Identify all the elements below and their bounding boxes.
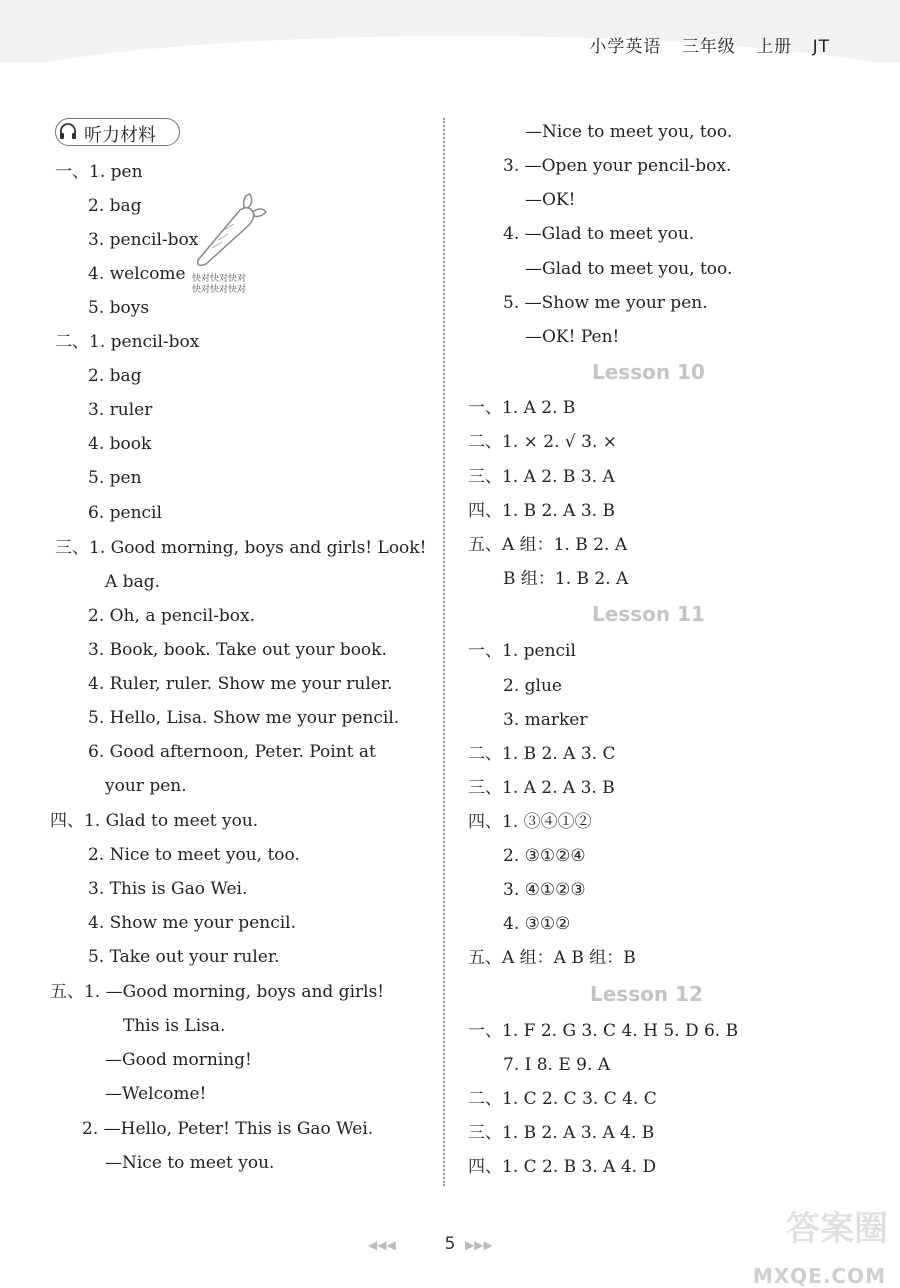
left-line: 5. Take out your ruler. (88, 947, 280, 967)
left-line: 五、1. —Good morning, boys and girls! (50, 982, 385, 1002)
right-line: 2. ③①②④ (503, 846, 586, 866)
left-line: 4. welcome (88, 264, 186, 284)
right-line: 二、1. × 2. √ 3. × (468, 432, 617, 452)
left-line: 4. Ruler, ruler. Show me your ruler. (88, 674, 393, 694)
left-line: 一、1. pen (55, 162, 143, 182)
left-line: 5. pen (88, 468, 142, 488)
left-line: This is Lisa. (123, 1016, 226, 1036)
left-line: 2. bag (88, 196, 142, 216)
right-line: 一、1. F 2. G 3. C 4. H 5. D 6. B (468, 1021, 739, 1041)
left-line: 5. Hello, Lisa. Show me your pencil. (88, 708, 400, 728)
left-line: 6. pencil (88, 503, 162, 523)
left-line: 3. ruler (88, 400, 153, 420)
right-line: 四、1. C 2. B 3. A 4. D (468, 1157, 657, 1177)
lesson-heading: Lesson 10 (592, 360, 705, 384)
left-line: your pen. (105, 776, 187, 796)
right-line: 四、1. B 2. A 3. B (468, 501, 615, 521)
left-line: A bag. (105, 572, 160, 592)
left-line: —Welcome! (105, 1084, 207, 1104)
left-line: 3. Book, book. Take out your book. (88, 640, 387, 660)
right-line: —OK! (525, 190, 576, 210)
left-line: 4. Show me your pencil. (88, 913, 297, 933)
right-line: 五、A 组：A B 组：B (468, 948, 636, 968)
left-line: 2. Oh, a pencil-box. (88, 606, 255, 626)
left-line: 6. Good afternoon, Peter. Point at (88, 742, 376, 762)
left-line: —Nice to meet you. (105, 1153, 275, 1173)
right-line: 7. I 8. E 9. A (503, 1055, 611, 1075)
left-line: —Good morning! (105, 1050, 252, 1070)
left-line: 2. —Hello, Peter! This is Gao Wei. (82, 1119, 374, 1139)
carrot-stamp-icon (188, 188, 268, 268)
right-line: 3. ④①②③ (503, 880, 586, 900)
right-line: 三、1. A 2. B 3. A (468, 467, 615, 487)
page-header (575, 32, 830, 57)
stamp-text: 快对快对快对 快对快对快对 (192, 274, 247, 295)
column-divider (443, 118, 445, 1186)
right-line: 3. —Open your pencil-box. (503, 156, 732, 176)
header-subject: 小学英语 (589, 37, 662, 57)
next-arrows-icon: ▶▶▶ (465, 1238, 493, 1252)
section-title: 听力材料 (84, 125, 156, 146)
watermark-url: MXQE.COM (752, 1264, 886, 1288)
right-line: 一、1. A 2. B (468, 398, 576, 418)
right-line: 4. ③①② (503, 914, 571, 934)
right-line: —Glad to meet you, too. (525, 259, 733, 279)
right-line: 2. glue (503, 676, 562, 696)
watermark-logo: 答案圈 (786, 1209, 888, 1249)
right-line: 二、1. C 2. C 3. C 4. C (468, 1089, 657, 1109)
left-line: 二、1. pencil-box (55, 332, 200, 352)
right-line: 一、1. pencil (468, 641, 576, 661)
right-line: 三、1. A 2. A 3. B (468, 778, 615, 798)
left-line: 4. book (88, 434, 152, 454)
header-edition: JT (812, 37, 830, 57)
header-term: 上册 (756, 37, 793, 57)
right-line: —Nice to meet you, too. (525, 122, 733, 142)
left-line: 2. Nice to meet you, too. (88, 845, 300, 865)
right-line: 5. —Show me your pen. (503, 293, 708, 313)
right-line: B 组：1. B 2. A (503, 569, 629, 589)
lesson-heading: Lesson 11 (592, 602, 705, 626)
left-line: 2. bag (88, 366, 142, 386)
lesson-heading: Lesson 12 (590, 982, 703, 1006)
right-line: 3. marker (503, 710, 588, 730)
page-number: 5 (444, 1234, 456, 1254)
left-line: 三、1. Good morning, boys and girls! Look! (55, 538, 427, 558)
right-line: —OK! Pen! (525, 327, 620, 347)
left-line: 3. This is Gao Wei. (88, 879, 248, 899)
header-grade: 三年级 (681, 37, 736, 57)
prev-arrows-icon: ◀◀◀ (368, 1238, 396, 1252)
right-line: 三、1. B 2. A 3. A 4. B (468, 1123, 655, 1143)
headphones-icon (58, 121, 78, 141)
right-line: 五、A 组：1. B 2. A (468, 535, 628, 555)
left-line: 5. boys (88, 298, 150, 318)
left-line: 3. pencil-box (88, 230, 199, 250)
right-line: 二、1. B 2. A 3. C (468, 744, 616, 764)
left-line: 四、1. Glad to meet you. (50, 811, 259, 831)
right-line: 四、1. ③④①② (468, 812, 592, 832)
right-line: 4. —Glad to meet you. (503, 224, 695, 244)
